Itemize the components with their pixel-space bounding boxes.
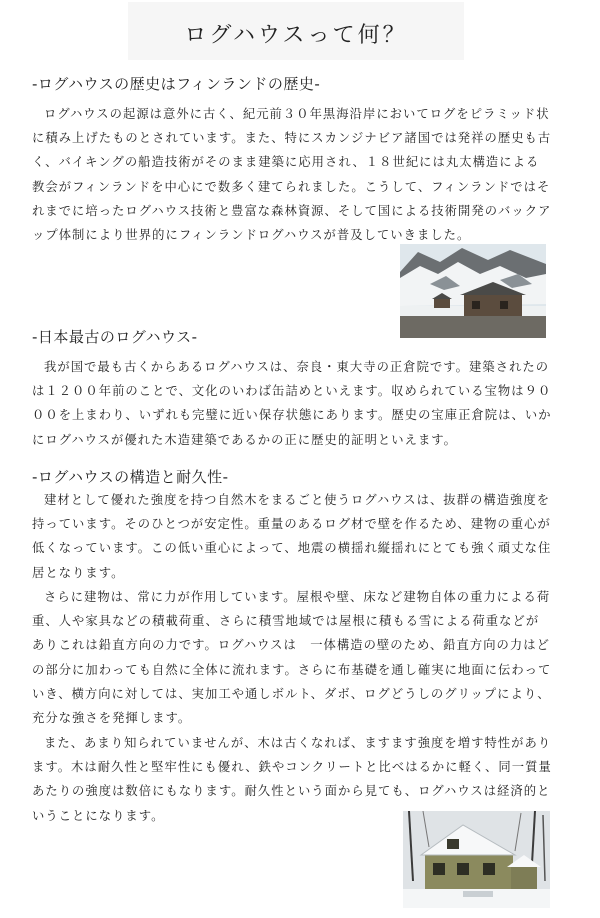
log-cabin-mountain-photo — [400, 244, 546, 338]
paragraph-history: ログハウスの起源は意外に古く、紀元前３０年黒海沿岸においてログをピラミッド状に積み上げたものとされています。また、特にスカンジナビア諸国では発祥の歴史も古く、バイキングの船造技術がそのまま建築に応用され、１８世紀には丸太構造による教会がフィンランドを中心にで数多く建てられました。こうして、フィンランドではそれまでに培ったログハウス技術と豊富な森林資源、そして国による技術開発のバックアップ体制により世界的にフィンランドログハウスが普及していきました。 — [32, 107, 552, 243]
log-house-illustration — [403, 811, 550, 908]
log-cabin-illustration — [400, 244, 546, 338]
page-title: ログハウスって何？ — [184, 23, 408, 48]
log-house-winter-forest-photo — [403, 811, 550, 908]
paragraph-structure-2: さらに建物は、常に力が作用しています。屋根や壁、床など建物自体の重力による荷重、人や家具などの積載荷重、さらに積雪地域では屋根に積もる雪による荷重などがありこれは鉛直方向の力です。ログハウスは 一体構造の壁のため、鉛直方向の力はどの部分に加わっても自然に全体に流れます。さらに布基礎を通し確実に地面に伝わっていき、横方向に対しては、実加工や通しボルト、ダボ、ログどうしのグリップにより、充分な強さを発揮します。 — [32, 590, 552, 726]
section-heading-structure: -ログハウスの構造と耐久性- — [32, 468, 229, 486]
paragraph-structure-3: また、あまり知られていませんが、木は古くなれば、ますます強度を増す特性があります。木は耐久性と堅牢性にも優れ、鉄やコンクリートと比べはるかに軽く、同一質量あたりの強度は数倍にもなります。耐久性という面から見ても、ログハウスは経済的ということになります。 — [32, 736, 552, 823]
section-heading-oldest: -日本最古のログハウス- — [32, 328, 198, 346]
paragraph-oldest: 我が国で最も古くからあるログハウスは、奈良・東大寺の正倉院です。建築されたのは１２００年前のことで、文化のいわば缶詰めといえます。収められている宝物は９０００を上まわり、いずれも完璧に近い保存状態にあります。歴史の宝庫正倉院は、いかにログハウスが優れた木造建築であるかの正に歴史的証明といえます。 — [32, 360, 552, 447]
title-banner — [128, 2, 464, 60]
paragraph-structure-1: 建材として優れた強度を持つ自然木をまるごと使うログハウスは、抜群の構造強度を持っています。そのひとつが安定性。重量のあるログ材で壁を作るため、建物の重心が低くなっています。この低い重心によって、地震の横揺れ縦揺れにとても強く頑丈な住居となります。 — [32, 493, 552, 580]
section-heading-history: -ログハウスの歴史はフィンランドの歴史- — [32, 75, 321, 93]
